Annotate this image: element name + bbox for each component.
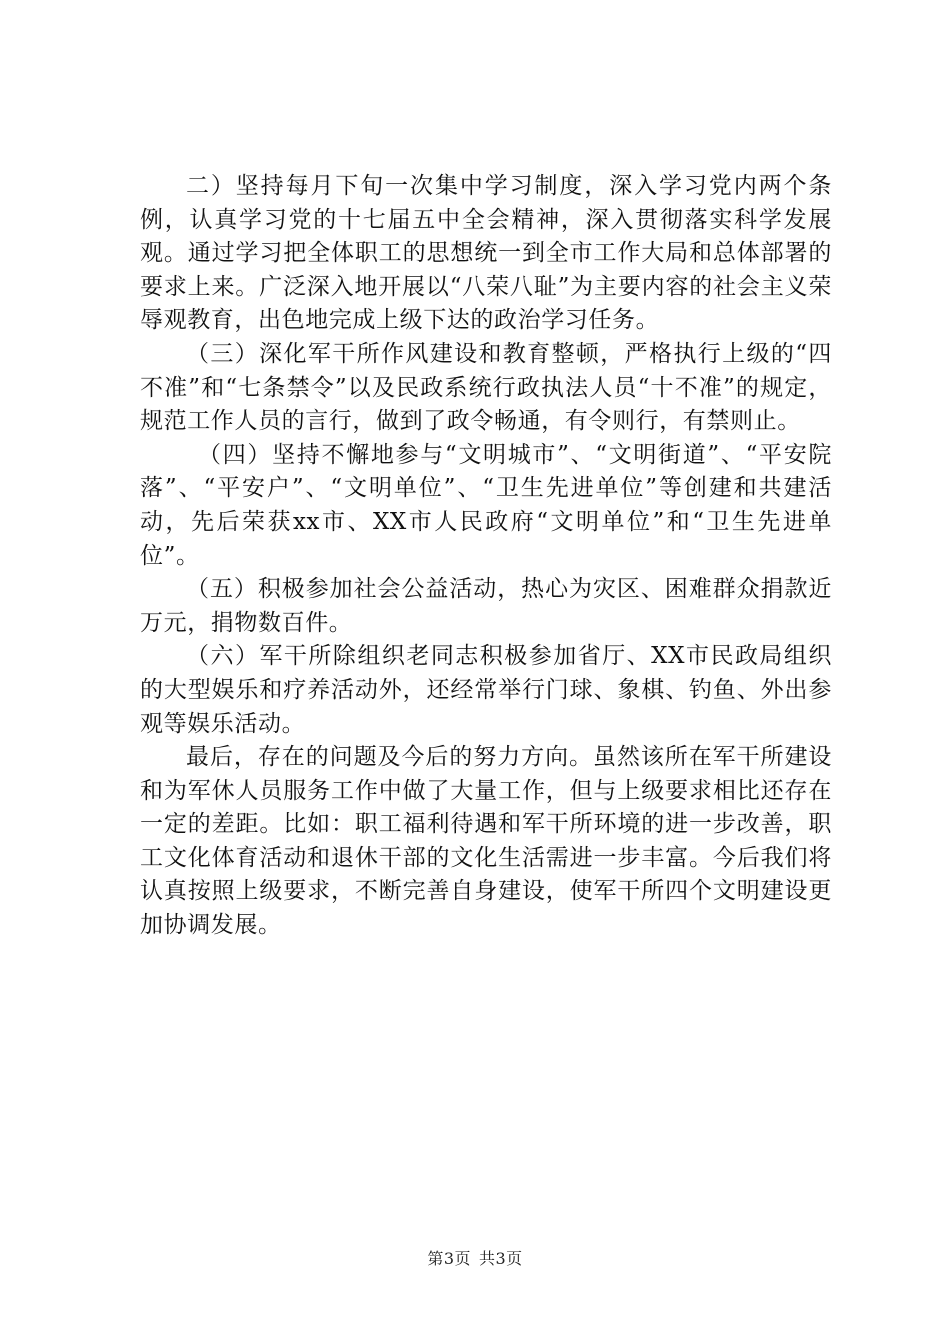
paragraph-study-system: 二）坚持每月下旬一次集中学习制度，深入学习党内两个条例，认真学习党的十七届五中全会精神，深入贯彻落实科学发展观。通过学习把全体职工的思想统一到全市工作大局和总体部署的要求上来。广泛深入地开展以“八荣八耻”为主要内容的社会主义荣辱观教育，出色地完成上级下达的政治学习任务。 (140, 173, 832, 334)
paragraph-recreation: （六）军干所除组织老同志积极参加省厅、XX市民政局组织的大型娱乐和疗养活动外，还经常举行门球、象棋、钓鱼、外出参观等娱乐活动。 (140, 643, 832, 737)
page-total: 共3页 (479, 1249, 523, 1268)
paragraph-work-style: （三）深化军干所作风建设和教育整顿，严格执行上级的“四不准”和“七条禁令”以及民政系统行政执法人员“十不准”的规定，规范工作人员的言行，做到了政令畅通，有令则行，有禁则止。 (140, 340, 832, 435)
paragraph-conclusion: 最后，存在的问题及今后的努力方向。虽然该所在军干所建设和为军休人员服务工作中做了大量工作，但与上级要求相比还存在一定的差距。比如：职工福利待遇和军干所环境的进一步改善，职工文化体育活动和退休干部的文化生活需进一步丰富。今后我们将认真按照上级要求，不断完善自身建设，使军干所四个文明建设更加协调发展。 (140, 744, 832, 939)
document-body (140, 170, 832, 943)
page-number: 第3页 (427, 1249, 471, 1268)
paragraph-civilization-activities: （四）坚持不懈地参与“文明城市”、“文明街道”、“平安院落”、“平安户”、“文明单位”、“卫生先进单位”等创建和共建活动，先后荣获xx市、XX市人民政府“文明单位”和“卫生先进单位”。 (140, 441, 832, 569)
page-footer (0, 1246, 950, 1269)
paragraph-public-welfare: （五）积极参加社会公益活动，热心为灾区、困难群众捐款近万元，捐物数百件。 (140, 576, 832, 636)
